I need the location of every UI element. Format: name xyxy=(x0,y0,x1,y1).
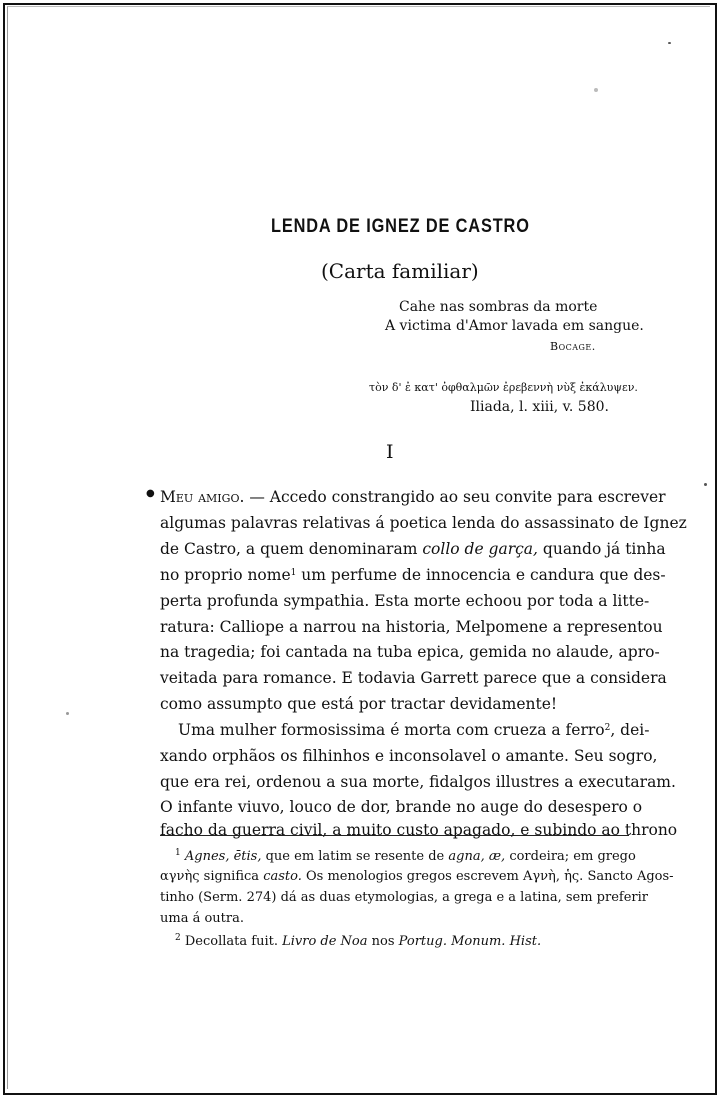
section-number: I xyxy=(386,441,394,463)
scan-speck xyxy=(704,483,707,486)
scan-speck xyxy=(668,42,671,44)
footnote-1-line: $^1$ Agnes, ētis, que em latim se resente de agna, æ, cordeira; em grego xyxy=(175,848,636,864)
scan-speck xyxy=(594,88,598,92)
page-title: LENDA DE IGNEZ DE CASTRO xyxy=(271,216,530,237)
body-line: facho da guerra civil, a muito custo apagado, e subindo ao throno xyxy=(160,821,678,839)
body-line: como assumpto que está por tractar devidamente! xyxy=(160,695,558,713)
body-line: O infante viuvo, louco de dor, brande no auge do desespero o xyxy=(160,798,643,816)
body-line: que era rei, ordenou a sua morte, fidalgos illustres a executaram. xyxy=(160,773,676,791)
body-line: veitada para romance. E todavia Garrett parece que a considera xyxy=(160,669,667,687)
body-line: perta profunda sympathia. Esta morte echoou por toda a litte- xyxy=(160,592,650,610)
body-line: de Castro, a quem denominaram collo de garça, quando já tinha xyxy=(160,540,666,558)
body-line: na tragedia; foi cantada na tuba epica, gemida no alaude, apro- xyxy=(160,643,660,661)
epigraph-line-1: Cahe nas sombras da morte xyxy=(399,299,598,315)
body-line: no proprio nome$^1$ um perfume de innocencia e candura que des- xyxy=(160,566,666,584)
page-subtitle: (Carta familiar) xyxy=(321,259,479,283)
body-line: ratura: Calliope a narrou na historia, Melpomene a representou xyxy=(160,618,663,636)
bullet-icon: ● xyxy=(146,488,155,499)
footnote-1-line: tinho (Serm. 274) dá as duas etymologias, a grega e a latina, sem preferir xyxy=(160,890,649,905)
footnote-1-line: uma á outra. xyxy=(160,911,244,926)
footnote-ref: 2 xyxy=(604,723,611,733)
footnote-divider xyxy=(160,835,629,836)
scan-speck xyxy=(66,712,69,715)
footnote-ref: 1 xyxy=(290,568,297,578)
epigraph-greek-quote: τὸν δ' ἐ κατ' ὀφθαλμῶν ἐρεβεννὴ νὺξ ἐκάλυψεν. xyxy=(369,381,638,394)
epigraph-line-2: A victima d'Amor lavada em sangue. xyxy=(385,318,644,334)
epigraph-attribution-bocage: Bocage. xyxy=(550,340,596,353)
body-line: algumas palavras relativas á poetica lenda do assassinato de Ignez xyxy=(160,514,687,532)
body-line: xando orphãos os filhinhos e inconsolavel o amante. Seu sogro, xyxy=(160,747,658,765)
body-line: Uma mulher formosissima é morta com crueza a ferro$^2$, dei- xyxy=(178,721,650,739)
footnote-2-line: $^2$ Decollata fuit. Livro de Noa nos Portug. Monum. Hist. xyxy=(175,933,542,949)
epigraph-attribution-iliad: Iliada, l. xiii, v. 580. xyxy=(470,399,609,415)
footnote-1-line: αγνὴς significa casto. Os menologios gregos escrevem Αγνὴ, ἡς. Sancto Agos- xyxy=(160,869,674,884)
body-line: Meu amigo. — Accedo constrangido ao seu convite para escrever xyxy=(160,488,666,506)
